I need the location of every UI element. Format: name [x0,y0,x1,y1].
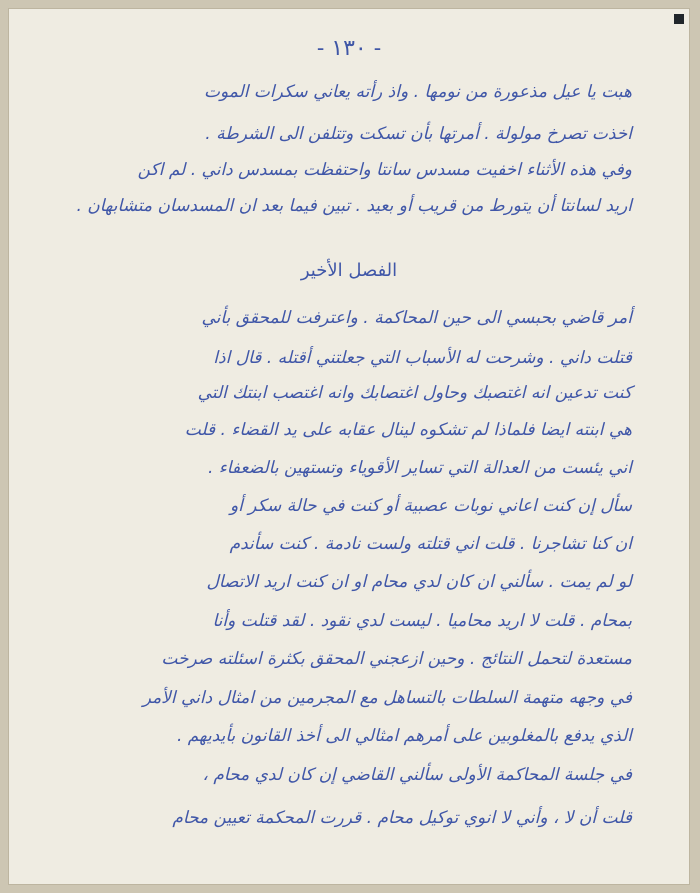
text-line: في وجهه متهمة السلطات بالتساهل مع المجرمين من امثال داني الأمر [142,688,632,708]
text-line: هبت يا عيل مذعورة من نومها . واذ رأته يعاني سكرات الموت [204,82,632,102]
text-line: بمحام . قلت لا اريد محاميا . ليست لدي نقود . لقد قتلت وأنا [212,611,632,631]
corner-tab [674,14,684,24]
text-line: في جلسة المحاكمة الأولى سألني القاضي إن كان لدي محام ، [202,765,632,785]
text-line: سأل إن كنت اعاني نوبات عصبية أو كنت في حالة سكر أو [229,496,632,516]
text-line: مستعدة لتحمل النتائج . وحين ازعجني المحقق بكثرة اسئلته صرخت [161,649,632,669]
text-line: ان كنا تشاجرنا . قلت اني قتلته ولست نادمة . كنت سأندم [229,534,632,554]
page-number: - ١٣٠ - [316,36,382,61]
text-line: اريد لسانتا أن يتورط من قريب أو بعيد . تبين فيما بعد ان المسدسان متشابهان . [76,196,632,216]
section-heading: الفصل الأخير [300,260,398,281]
text-line: وفي هذه الأثناء اخفيت مسدس سانتا واحتفظت بمسدس داني . لم اكن [137,160,632,180]
text-line: لو لم يمت . سألني ان كان لدي محام او ان كنت اريد الاتصال [206,572,632,592]
manuscript-page [8,8,690,885]
text-line: قلت أن لا ، وأني لا انوي توكيل محام . قررت المحكمة تعيين محام [172,808,632,828]
text-line: اني يئست من العدالة التي تساير الأقوياء وتستهين بالضعفاء . [207,458,632,478]
text-line: هي ابنته ايضا فلماذا لم تشكوه لينال عقابه على يد القضاء . قلت [184,420,632,440]
text-line: قتلت داني . وشرحت له الأسباب التي جعلتني أقتله . قال اذا [213,348,632,368]
text-line: أمر قاضي بحبسي الى حين المحاكمة . واعترفت للمحقق بأني [201,308,632,328]
text-line: اخذت تصرخ مولولة . أمرتها بأن تسكت وتتلفن الى الشرطة . [205,124,632,144]
text-line: الذي يدفع بالمغلوبين على أمرهم امثالي الى أخذ القانون بأيديهم . [176,726,632,746]
text-line: كنت تدعين انه اغتصبك وحاول اغتصابك وانه اغتصب ابنتك التي [197,383,632,403]
